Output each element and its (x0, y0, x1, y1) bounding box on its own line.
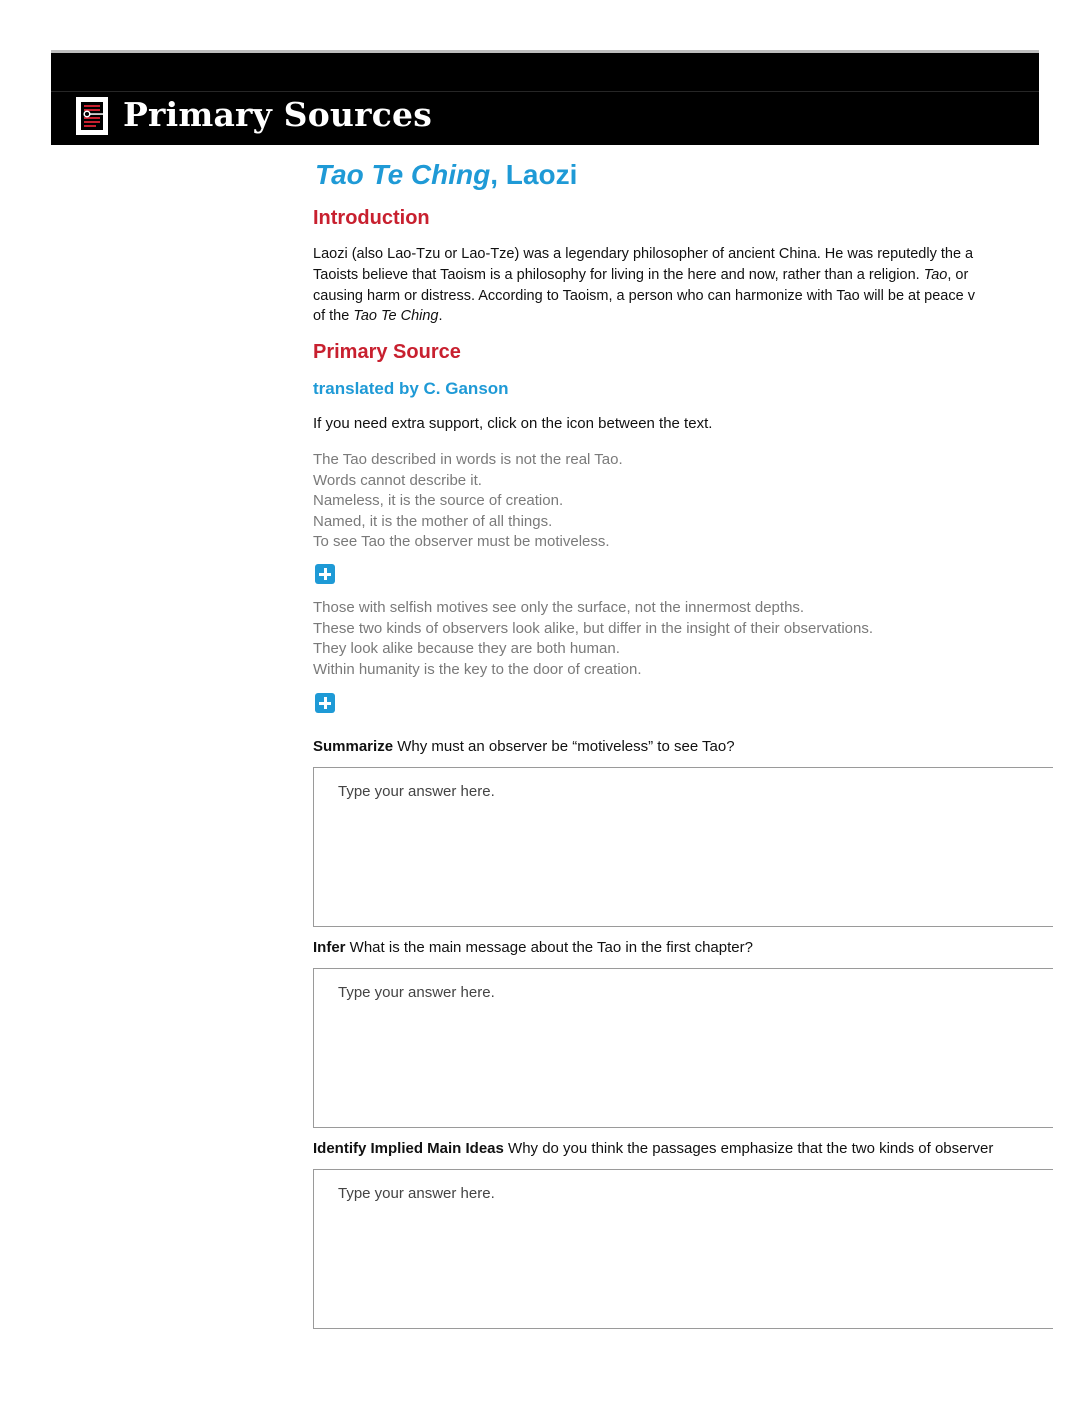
question-implied-main-ideas (313, 1140, 993, 1157)
question-label: Summarize (313, 738, 394, 755)
extra-support-plus-icon[interactable] (315, 564, 335, 584)
poem-line: Named, it is the mother of all things. (313, 512, 553, 530)
poem-line: To see Tao the observer must be motiveless. (313, 533, 610, 551)
page-title (315, 159, 577, 191)
poem-line: Words cannot describe it. (313, 471, 482, 489)
book-title: Tao Te Ching (353, 308, 439, 325)
intro-line-text: of the (313, 308, 354, 325)
extra-support-plus-icon[interactable] (315, 693, 335, 713)
tao-term: Tao (923, 266, 948, 283)
intro-line: causing harm or distress. According to Taoism, a person who can harmonize with Tao will be at peace v (313, 287, 975, 304)
question-label: Identify Implied Main Ideas (313, 1140, 504, 1157)
brand-title: Primary Sources (123, 95, 432, 134)
answer-field-infer[interactable] (313, 968, 1053, 1128)
header-divider (51, 91, 1039, 92)
work-title: Tao Te Ching (315, 159, 491, 190)
question-text: Why must an observer be “motiveless” to see Tao? (393, 738, 735, 755)
poem-line: Nameless, it is the source of creation. (313, 492, 564, 510)
poem-line: Within humanity is the key to the door of creation. (313, 660, 642, 678)
answer-placeholder: Type your answer here. (338, 984, 495, 1001)
document-icon (76, 97, 108, 135)
author-name: , Laozi (490, 159, 578, 190)
poem-line: They look alike because they are both human. (313, 640, 620, 658)
intro-line: Laozi (also Lao-Tzu or Lao-Tze) was a legendary philosopher of ancient China. He was reputedly the a (313, 246, 974, 262)
header-bar (51, 50, 1039, 145)
support-note: If you need extra support, click on the icon between the text. (313, 415, 713, 432)
intro-line-text: Taoists believe that Taoism is a philosophy for living in the here and now, rather than a religion. (313, 266, 924, 283)
stanza-two (313, 598, 873, 680)
answer-placeholder: Type your answer here. (338, 1185, 495, 1202)
answer-placeholder: Type your answer here. (338, 783, 495, 800)
answer-field-summarize[interactable] (313, 767, 1053, 927)
intro-line (313, 265, 1073, 286)
intro-line-tail: . (438, 308, 443, 325)
question-text: What is the main message about the Tao in the first chapter? (345, 939, 753, 956)
question-text: Why do you think the passages emphasize that the two kinds of observer (503, 1140, 994, 1157)
introduction-heading: Introduction (313, 207, 430, 229)
intro-line-tail: , or (947, 266, 969, 283)
question-label: Infer (313, 939, 346, 956)
intro-line (313, 306, 1073, 327)
primary-source-heading: Primary Source (313, 341, 461, 363)
introduction-text (313, 244, 1073, 327)
stanza-one (313, 450, 623, 553)
question-infer (313, 939, 753, 956)
translator-credit: translated by C. Ganson (313, 379, 509, 398)
poem-line: These two kinds of observers look alike, but differ in the insight of their observations. (313, 619, 874, 637)
poem-line: Those with selfish motives see only the surface, not the innermost depths. (313, 599, 805, 616)
question-summarize (313, 738, 735, 755)
poem-line: The Tao described in words is not the real Tao. (313, 451, 623, 468)
answer-field-implied-main-ideas[interactable] (313, 1169, 1053, 1329)
